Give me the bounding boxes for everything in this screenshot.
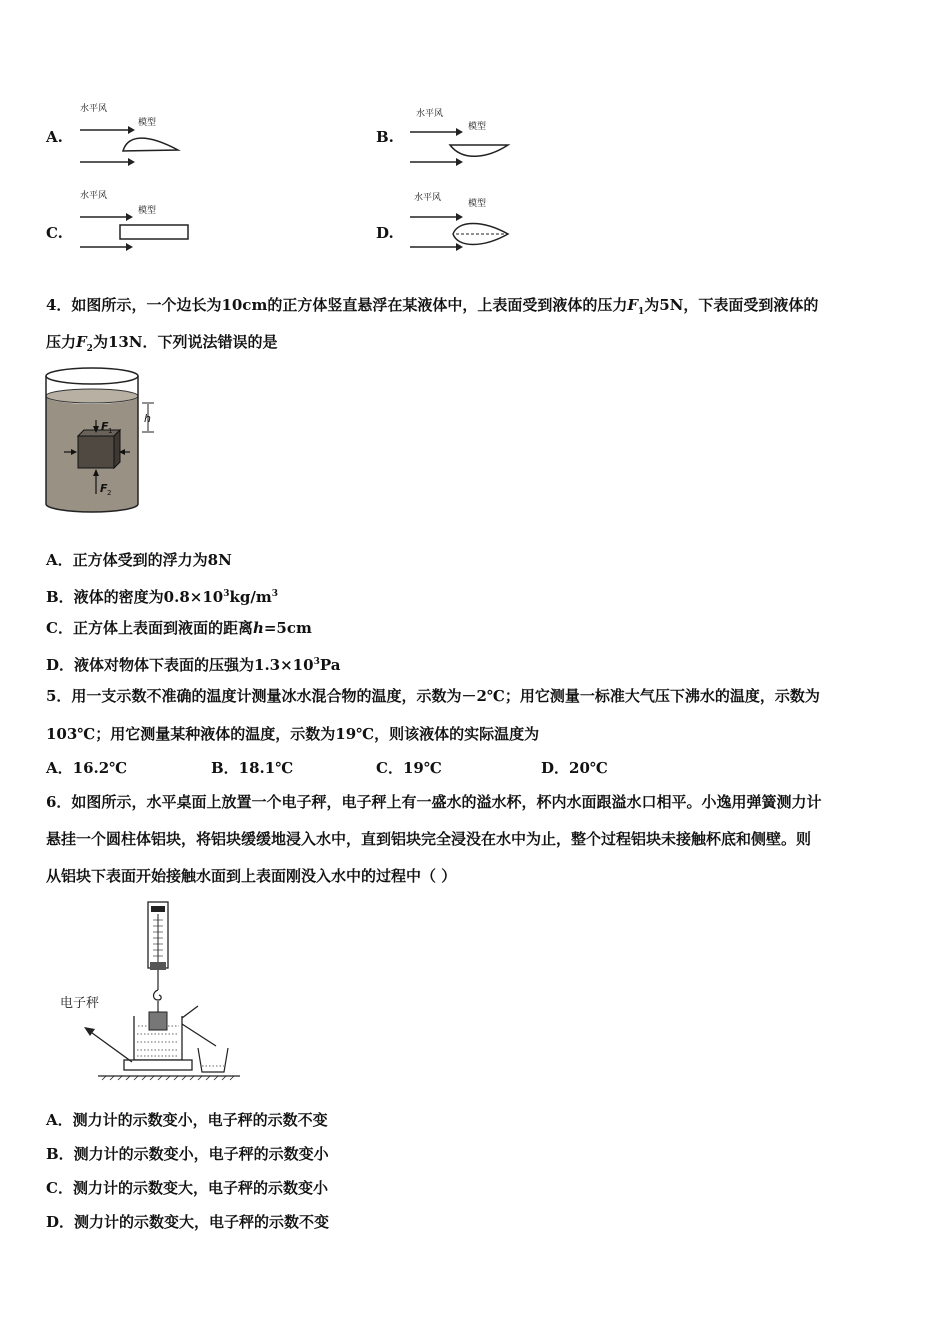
- model-label: 模型: [138, 206, 157, 216]
- model-label: 模型: [468, 122, 487, 132]
- model-label: 模型: [138, 118, 157, 128]
- scale-label: 电子秤: [60, 996, 100, 1011]
- q5-stem-line-1: 5．用一支示数不准确的温度计测量冰水混合物的温度，示数为－2℃；用它测量一标准大气压下沸水的温度，示数为: [46, 687, 820, 705]
- wind-model-figure-a: [78, 118, 188, 168]
- f2-label: F: [100, 482, 108, 495]
- model-label: 模型: [468, 199, 487, 209]
- q6-stem-line-2: 悬挂一个圆柱体铝块，将铝块缓缓地浸入水中，直到铝块完全浸没在水中为止，整个过程铝块未接触杯底和侧壁。则: [46, 830, 812, 848]
- q4-option-b[interactable]: B．液体的密度为$0.8\times 10^3kg/m^3$: [46, 588, 278, 606]
- wind-label: 水平风: [416, 109, 444, 119]
- f1-label: F: [101, 420, 109, 433]
- option-label: B.: [376, 128, 394, 146]
- wind-label: 水平风: [80, 191, 108, 201]
- spring-scale-figure: [58, 898, 248, 1086]
- q4-option-c[interactable]: C．正方体上表面到液面的距离h=5cm: [46, 619, 312, 637]
- q6-stem-line-1: 6．如图所示，水平桌面上放置一个电子秤，电子秤上有一盛水的溢水杯，杯内水面跟溢水口相平。小逸用弹簧测力计: [46, 793, 822, 811]
- wind-label: 水平风: [414, 193, 442, 203]
- q6-option-a[interactable]: A．测力计的示数变小，电子秤的示数不变: [46, 1111, 328, 1129]
- wind-label: 水平风: [80, 104, 108, 114]
- f1-subscript: 1: [108, 427, 113, 435]
- wind-model-figure-c: [78, 205, 198, 255]
- q6-stem-line-3: 从铝块下表面开始接触水面到上表面刚没入水中的过程中（ ）: [46, 867, 457, 885]
- q4-stem-line-2: 压力$F_2$为13N．下列说法错误的是: [46, 333, 278, 354]
- option-label: C.: [46, 224, 63, 242]
- q4-option-a[interactable]: A．正方体受到的浮力为8N: [46, 551, 232, 569]
- q4-option-d[interactable]: D．液体对物体下表面的压强为$1.3\times 10^3Pa$: [46, 656, 341, 674]
- q5-option-c[interactable]: C．19℃: [376, 759, 442, 777]
- beaker-cube-figure: [44, 366, 162, 518]
- q5-option-d[interactable]: D．20℃: [541, 759, 608, 777]
- wind-model-figure-b: [408, 120, 518, 170]
- h-label: h: [144, 412, 151, 425]
- wind-model-figure-d: [408, 205, 528, 255]
- q6-option-c[interactable]: C．测力计的示数变大，电子秤的示数变小: [46, 1179, 328, 1197]
- q6-option-d[interactable]: D．测力计的示数变大，电子秤的示数不变: [46, 1213, 330, 1231]
- f2-subscript: 2: [107, 489, 112, 497]
- q4-stem-line-1: 4．如图所示，一个边长为10cm的正方体竖直悬浮在某液体中，上表面受到液体的压力$F_1$为5N，下表面受到液体的: [46, 296, 819, 317]
- q5-option-a[interactable]: A．16.2℃: [46, 759, 128, 777]
- q6-option-b[interactable]: B．测力计的示数变小，电子秤的示数变小: [46, 1145, 329, 1163]
- option-label: A.: [46, 128, 63, 146]
- option-label: D.: [376, 224, 394, 242]
- q5-option-b[interactable]: B．18.1℃: [211, 759, 294, 777]
- q5-stem-line-2: 103℃；用它测量某种液体的温度，示数为19℃，则该液体的实际温度为: [46, 725, 540, 743]
